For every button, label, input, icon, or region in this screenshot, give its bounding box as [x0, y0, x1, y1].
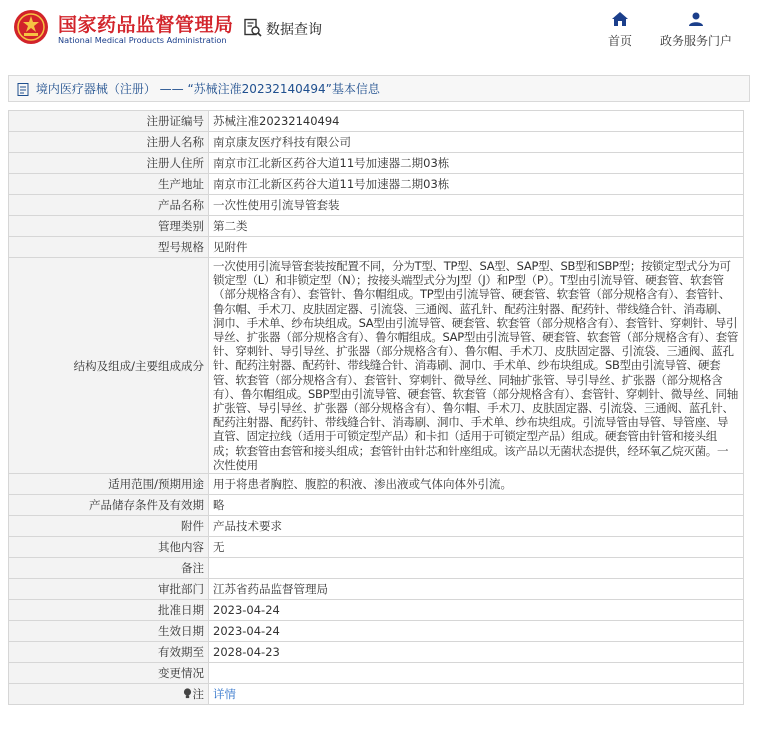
row-label: 生产地址 [9, 174, 209, 195]
row-value: 一次使用引流导管套装按配置不同，分为T型、TP型、SA型、SAP型、SB型和SBP型；按锁定型式分为可锁定型（L）和非锁定型（N）；按接头端型式分为J型（J）和P型（P）。T型由引流导管、硬套管、软套管（部分规格含有）、套管针、鲁尔帽组成。TP型由引流导管、硬套管、软套管（部分规格含有）、套管针、鲁尔帽、手术刀、皮肤固定器、引流袋、三通阀、蓝孔针、配药注射器、配药针、带线缝合针、消毒刷、洞巾、手术单、纱布块组成。SA型由引流导管、硬套管、软套管（部分规格含有）、套管针、穿刺针、导引导丝、扩张器（部分规格含有）、鲁尔帽组成。SAP型由引流导管、硬套管、软套管（部分规格含有）、套管针、穿刺针、导引导丝、扩张器（部分规格含有）、鲁尔帽、手术刀、皮肤固定器、引流袋、三通阀、蓝孔针、配药注射器、配药针、带线缝合针、消毒刷、洞巾、手术单、纱布块组成。SB型由引流导管、硬套管、软套管（部分规格含有）、套管针、穿刺针、微导丝、同轴扩张管、导引导丝、扩张器（部分规格含有）、鲁尔帽组成。SBP型由引流导管、硬套管、软套管（部分规格含有）、套管针、穿刺针、微导丝、同轴扩张管、导引导丝、扩张器（部分规格含有）、鲁尔帽、手术刀、皮肤固定器、引流袋、三通阀、蓝孔针、配药注射器、配药针、带线缝合针、消毒刷、洞巾、手术单、纱布块组成。引流导管由导管、导管座、导直管、固定拉线（适用于可锁定型产品）和卡扣（适用于可锁定型产品）组成。硬套管由针管和接头组成；软套管由套管和接头组成；套管针由针芯和针座组成。该产品以无菌状态提供，经环氧乙烷灭菌。一次性使用 [209, 258, 744, 474]
row-value: 江苏省药品监督管理局 [209, 579, 744, 600]
row-label: 注册证编号 [9, 111, 209, 132]
table-row [9, 642, 744, 663]
table-row [9, 537, 744, 558]
registration-info-table [8, 110, 744, 705]
nav-service-portal-label: 政务服务门户 [659, 34, 732, 48]
row-value: 见附件 [209, 237, 744, 258]
table-row [9, 579, 744, 600]
row-value: 略 [209, 495, 744, 516]
row-value: 苏械注准20232140494 [209, 111, 744, 132]
row-label: 附件 [9, 516, 209, 537]
row-label: 其他内容 [9, 537, 209, 558]
row-label: 注册人名称 [9, 132, 209, 153]
breadcrumb-text: 境内医疗器械（注册） —— “苏械注准20232140494”基本信息 [35, 82, 380, 96]
row-value [209, 663, 744, 684]
lightbulb-icon [183, 688, 192, 699]
note-value [209, 684, 744, 705]
row-value: 2028-04-23 [209, 642, 744, 663]
row-label: 管理类别 [9, 216, 209, 237]
row-value: 南京市江北新区药谷大道11号加速器二期03栋 [209, 153, 744, 174]
row-value: 2023-04-24 [209, 600, 744, 621]
table-row [9, 474, 744, 495]
row-value: 用于将患者胸腔、腹腔的积液、渗出液或气体向体外引流。 [209, 474, 744, 495]
row-label: 产品储存条件及有效期 [9, 495, 209, 516]
table-row [9, 600, 744, 621]
row-label: 注册人住所 [9, 153, 209, 174]
table-row [9, 558, 744, 579]
note-label: 注 [192, 687, 204, 702]
row-value: 产品技术要求 [209, 516, 744, 537]
breadcrumb [8, 75, 750, 102]
row-value: 无 [209, 537, 744, 558]
row-label: 结构及组成/主要组成成分 [9, 258, 209, 474]
national-emblem-icon[interactable] [13, 9, 49, 45]
row-label: 有效期至 [9, 642, 209, 663]
row-value: 南京康友医疗科技有限公司 [209, 132, 744, 153]
row-label: 审批部门 [9, 579, 209, 600]
row-label: 生效日期 [9, 621, 209, 642]
row-value [209, 558, 744, 579]
table-row [9, 216, 744, 237]
table-row [9, 621, 744, 642]
table-row [9, 153, 744, 174]
table-row [9, 111, 744, 132]
row-label: 变更情况 [9, 663, 209, 684]
table-row [9, 663, 744, 684]
site-header [0, 0, 758, 70]
table-row [9, 258, 744, 474]
table-row [9, 516, 744, 537]
data-query-icon[interactable] [243, 18, 263, 38]
row-value: 2023-04-24 [209, 621, 744, 642]
note-label-cell [9, 684, 209, 705]
nav-home-label: 首页 [607, 34, 632, 48]
table-row [9, 195, 744, 216]
document-icon [17, 83, 29, 96]
org-name-en[interactable]: National Medical Products Administration [58, 35, 227, 45]
table-row-note [9, 684, 744, 705]
row-value: 南京市江北新区药谷大道11号加速器二期03栋 [209, 174, 744, 195]
row-value: 一次性使用引流导管套装 [209, 195, 744, 216]
user-icon [688, 12, 704, 26]
table-row [9, 174, 744, 195]
details-link[interactable]: 详情 [213, 687, 236, 702]
table-row [9, 237, 744, 258]
row-label: 产品名称 [9, 195, 209, 216]
row-value: 第二类 [209, 216, 744, 237]
nav-home[interactable] [603, 12, 637, 49]
row-label: 备注 [9, 558, 209, 579]
row-label: 批准日期 [9, 600, 209, 621]
row-label: 型号规格 [9, 237, 209, 258]
table-row [9, 132, 744, 153]
row-label: 适用范围/预期用途 [9, 474, 209, 495]
table-row [9, 495, 744, 516]
org-name-cn[interactable]: 国家药品监督管理局 [58, 14, 234, 36]
data-query-label[interactable]: 数据查询 [266, 22, 322, 38]
home-icon [612, 12, 628, 26]
nav-service-portal[interactable] [654, 12, 738, 49]
